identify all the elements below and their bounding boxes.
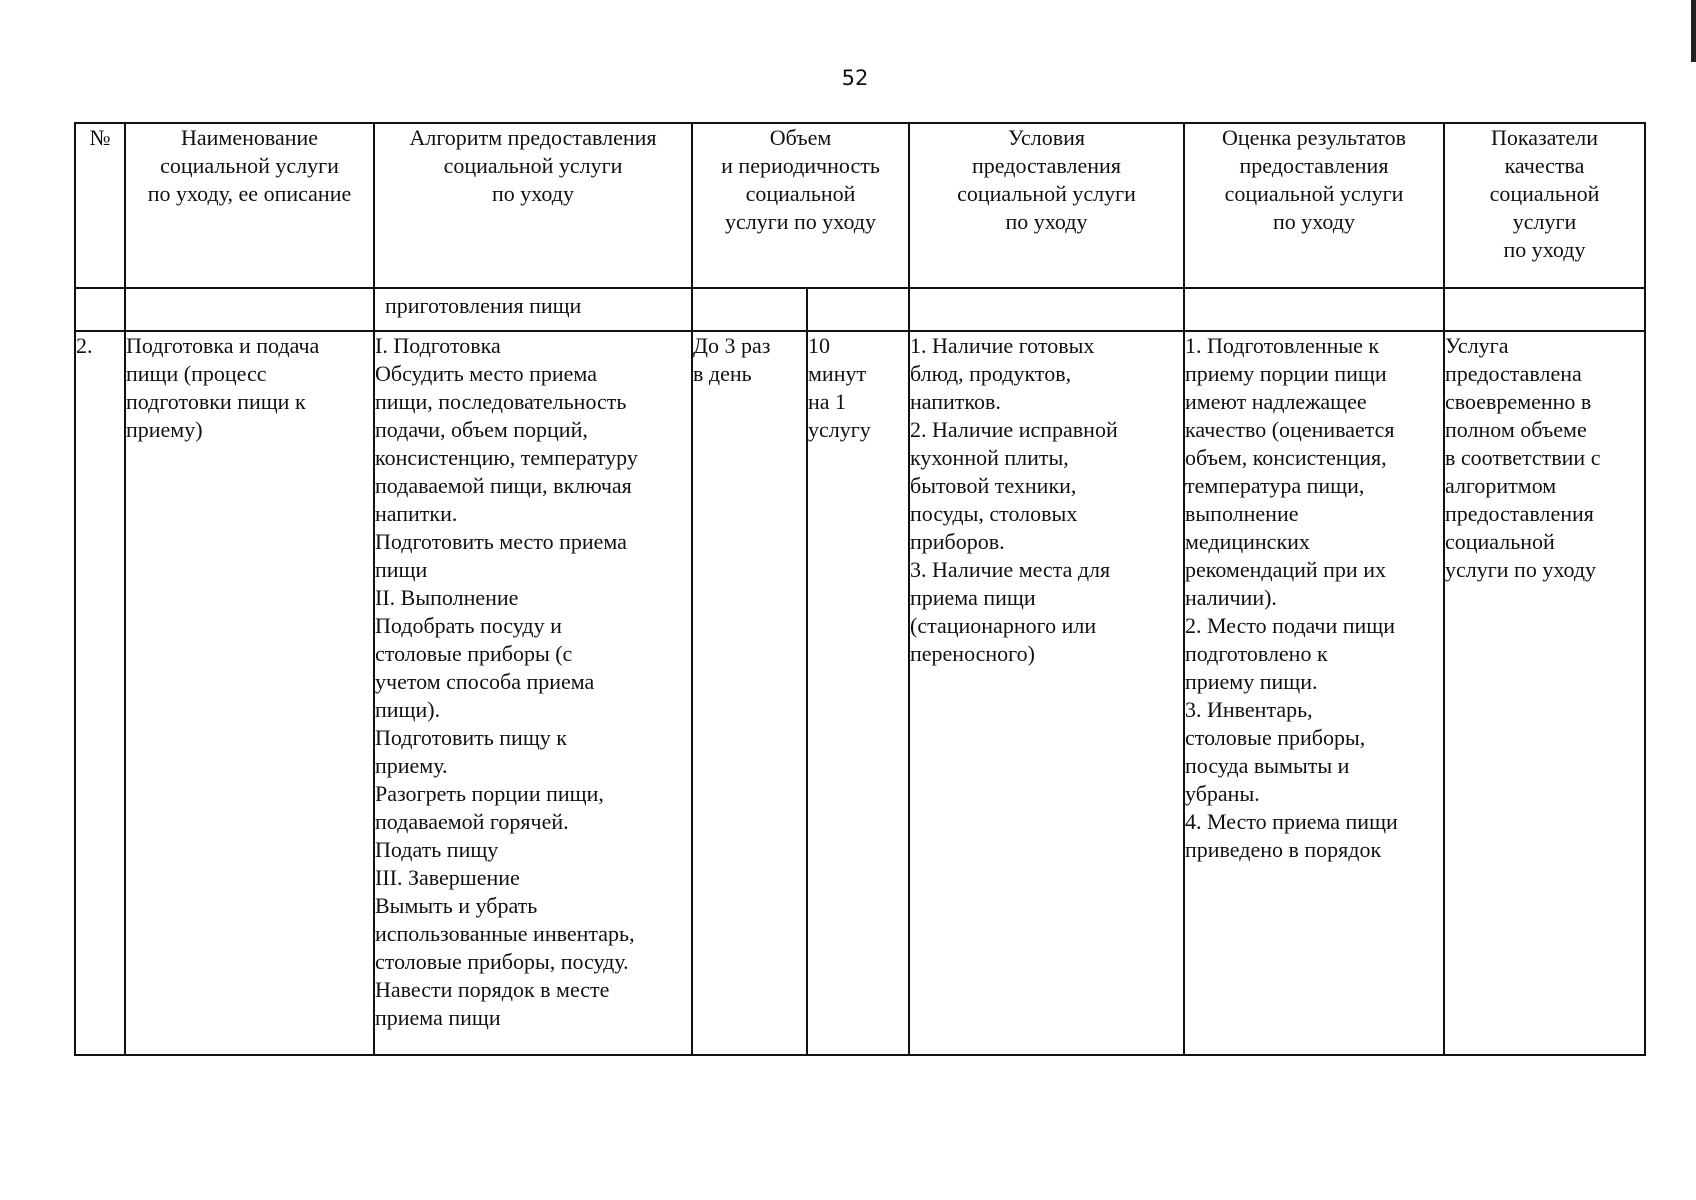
header-conditions: Условия предоставления социальной услуги по уходу [909, 123, 1184, 288]
continuation-cell-quality [1444, 288, 1645, 331]
services-table [74, 122, 1646, 1056]
cell-assessment: 1. Подготовленные к приему порции пищи имеют надлежащее качество (оценивается объем, консистенция, температура пищи, выполнение медицинских рекомендаций при их наличии). 2. Место подачи пищи подготовлено к приему пищи. 3. Инвентарь, столовые приборы, посуда вымыты и убраны. 4. Место приема пищи приведено в порядок [1184, 331, 1444, 1055]
cell-number: 2. [75, 331, 125, 1055]
continuation-cell-duration [807, 288, 909, 331]
cell-service-name: Подготовка и подача пищи (процесс подготовки пищи к приему) [125, 331, 374, 1055]
continuation-row [75, 288, 1645, 331]
table-header-row [75, 123, 1645, 288]
continuation-cell-assessment [1184, 288, 1444, 331]
cell-frequency: До 3 раз в день [692, 331, 807, 1055]
page-number: 52 [841, 66, 869, 90]
header-volume-frequency: Объем и периодичность социальной услуги по уходу [692, 123, 909, 288]
cell-algorithm: I. Подготовка Обсудить место приема пищи, последовательность подачи, объем порций, консистенцию, температуру подаваемой пищи, включая напитки. Подготовить место приема пищи II. Выполнение Подобрать посуду и столовые приборы (с учетом способа приема пищи). Подготовить пищу к приему. Разогреть порции пищи, подаваемой горячей. Подать пищу III. Завершение Вымыть и убрать использованные инвентарь, столовые приборы, посуду. Навести порядок в месте приема пищи [374, 331, 692, 1055]
cell-quality: Услуга предоставлена своевременно в полном объеме в соответствии с алгоритмом предоставления социальной услуги по уходу [1444, 331, 1645, 1055]
header-assessment: Оценка результатов предоставления социальной услуги по уходу [1184, 123, 1444, 288]
continuation-cell-algorithm: приготовления пищи [374, 288, 692, 331]
continuation-cell-number [75, 288, 125, 331]
cell-duration: 10 минут на 1 услугу [807, 331, 909, 1055]
continuation-cell-frequency [692, 288, 807, 331]
scan-edge-mark [1691, 0, 1696, 62]
header-algorithm: Алгоритм предоставления социальной услуги по уходу [374, 123, 692, 288]
header-service-name: Наименование социальной услуги по уходу, ее описание [125, 123, 374, 288]
table-row [75, 331, 1645, 1055]
cell-conditions: 1. Наличие готовых блюд, продуктов, напитков. 2. Наличие исправной кухонной плиты, бытовой техники, посуды, столовых приборов. 3. Наличие места для приема пищи (стационарного или переносного) [909, 331, 1184, 1055]
continuation-cell-conditions [909, 288, 1184, 331]
header-quality: Показатели качества социальной услуги по уходу [1444, 123, 1645, 288]
continuation-cell-name [125, 288, 374, 331]
header-number: № [75, 123, 125, 288]
